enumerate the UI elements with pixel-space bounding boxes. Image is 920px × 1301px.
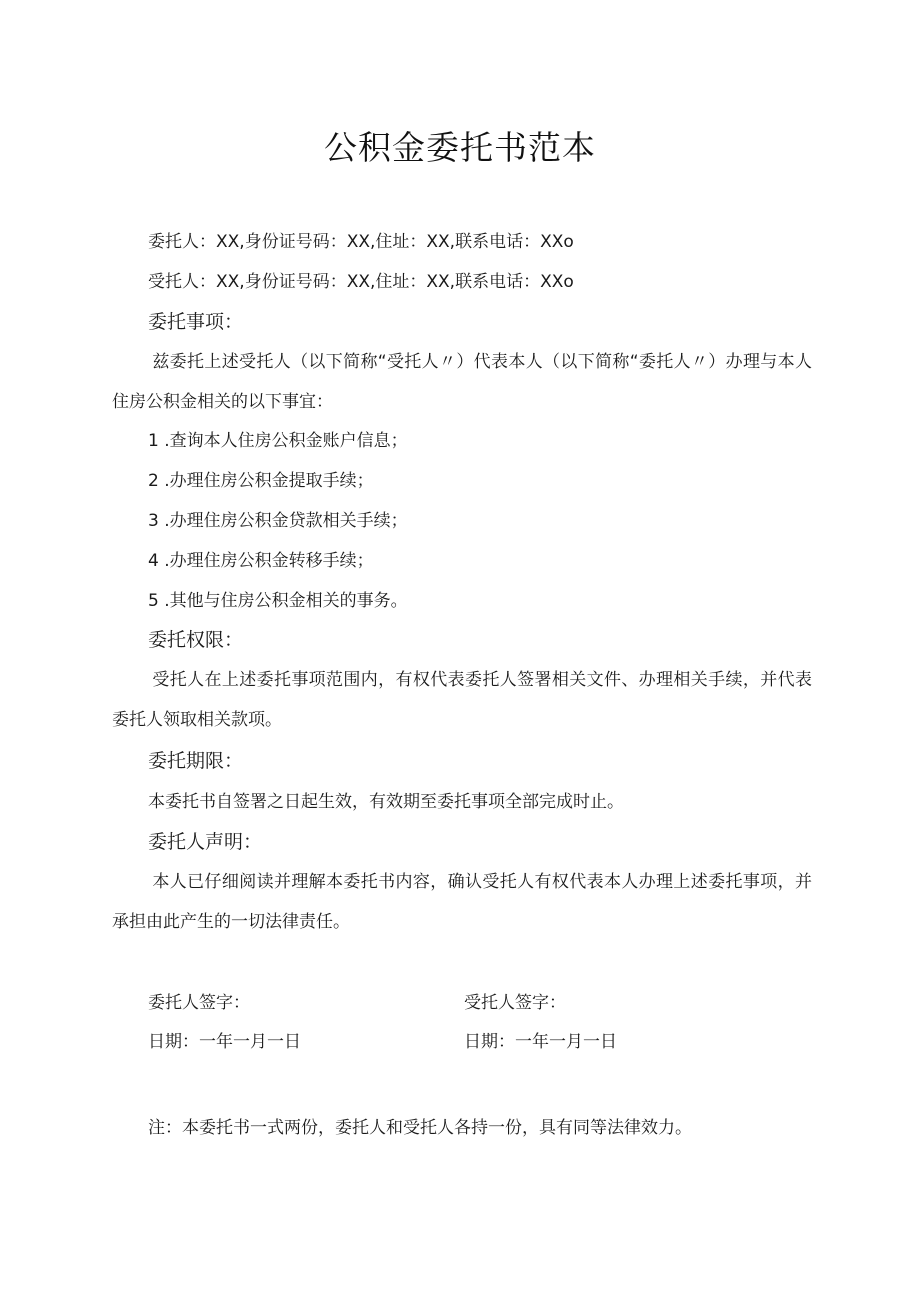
declaration-heading: 委托人声明： xyxy=(148,831,263,853)
matters-item-3: 3 .办理住房公积金贷款相关手续； xyxy=(148,511,408,531)
matters-item-4: 4 .办理住房公积金转移手续； xyxy=(148,551,374,571)
principal-signature-label: 委托人签字： xyxy=(148,993,250,1013)
term-text: 本委托书自签署之日起生效，有效期至委托事项全部完成时止。 xyxy=(148,792,624,812)
principal-date-label: 日期：一年一月一日 xyxy=(148,1032,301,1052)
matters-item-5: 5 .其他与住房公积金相关的事务。 xyxy=(148,591,408,611)
agent-date-label: 日期：一年一月一日 xyxy=(464,1032,617,1052)
matters-intro xyxy=(112,342,812,422)
footer-note: 注：本委托书一式两份，委托人和受托人各持一份，具有同等法律效力。 xyxy=(148,1118,692,1138)
agent-signature-label: 受托人签字： xyxy=(464,993,566,1013)
term-heading: 委托期限： xyxy=(148,750,244,772)
document-title: 公积金委托书范本 xyxy=(324,128,596,167)
principal-info-line: 委托人：XX,身份证号码：XX,住址：XX,联系电话：XXo xyxy=(148,232,574,252)
authority-paragraph xyxy=(112,660,812,740)
matters-item-1: 1 .查询本人住房公积金账户信息； xyxy=(148,431,408,451)
agent-info-line: 受托人：XX,身份证号码：XX,住址：XX,联系电话：XXo xyxy=(148,272,574,292)
declaration-text: 本人已仔细阅读并理解本委托书内容，确认受托人有权代表本人办理上述委托事项，并承担由此产生的一切法律责任。 xyxy=(112,872,812,932)
authority-heading: 委托权限： xyxy=(148,629,244,651)
matters-item-2: 2 .办理住房公积金提取手续； xyxy=(148,471,374,491)
matters-heading: 委托事项： xyxy=(148,311,244,333)
authority-text: 受托人在上述委托事项范围内，有权代表委托人签署相关文件、办理相关手续，并代表委托人领取相关款项。 xyxy=(112,670,812,730)
matters-intro-text: 兹委托上述受托人（以下简称“受托人〃）代表本人（以下简称“委托人〃）办理与本人住房公积金相关的以下事宜： xyxy=(112,352,812,412)
declaration-paragraph xyxy=(112,862,812,942)
